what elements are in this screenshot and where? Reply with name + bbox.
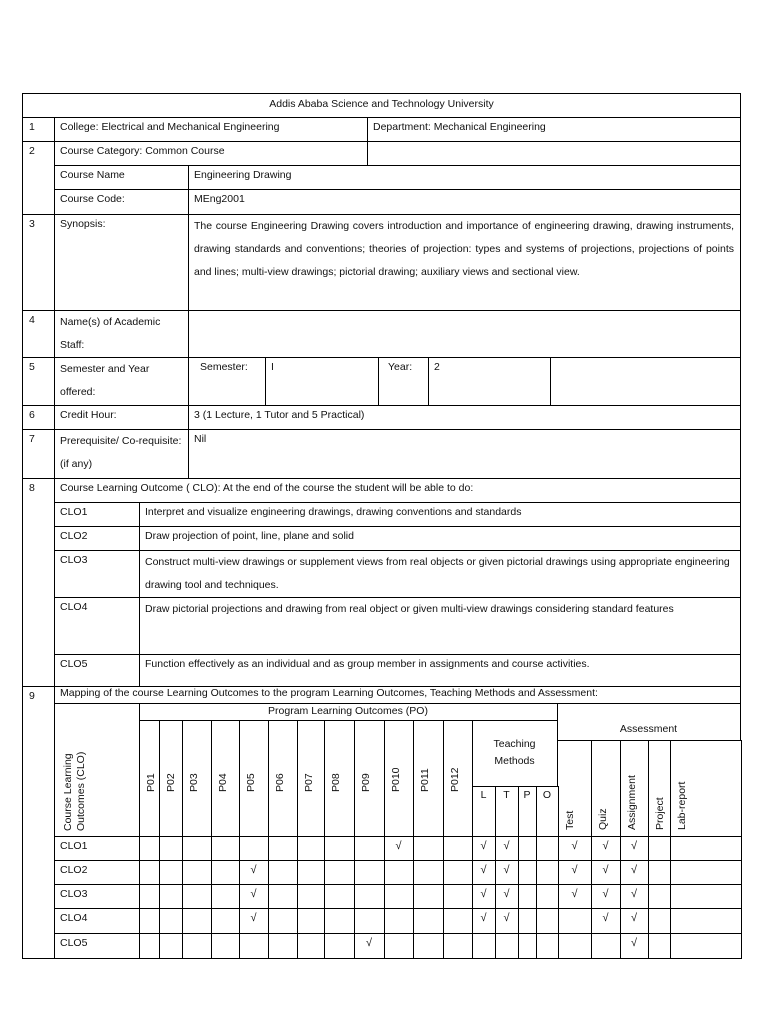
- po-mark-cell: [159, 860, 183, 885]
- po-header-p010: [384, 720, 414, 837]
- po-mark-cell: [413, 933, 444, 959]
- teaching-header-t: T: [495, 786, 519, 837]
- column-label: P05: [245, 773, 257, 792]
- check-mark: √: [384, 836, 414, 861]
- assessment-header-project: [648, 740, 671, 837]
- column-label: P011: [419, 768, 431, 792]
- row-number-1: 1: [22, 117, 55, 142]
- po-mark-cell: [443, 860, 473, 885]
- assessment-header-lab-report: [670, 740, 742, 837]
- check-mark: √: [620, 860, 649, 885]
- po-header-p02: [159, 720, 183, 837]
- check-mark: √: [354, 933, 385, 959]
- clo-text: Function effectively as an individual and as group member in assignments and course activities.: [139, 654, 741, 687]
- po-header-p011: [413, 720, 444, 837]
- assessment-mark-cell: [670, 908, 742, 934]
- po-mark-cell: [443, 836, 473, 861]
- row-number-8: 8: [22, 478, 55, 687]
- po-mark-cell: [354, 908, 385, 934]
- teaching-mark-cell: [518, 908, 537, 934]
- column-label: Quiz: [597, 808, 609, 830]
- check-mark: √: [472, 908, 496, 934]
- column-label: Lab-report: [676, 781, 688, 830]
- check-mark: √: [591, 908, 621, 934]
- po-mark-cell: [354, 884, 385, 909]
- po-mark-cell: [443, 884, 473, 909]
- po-mark-cell: [324, 933, 355, 959]
- mapping-row-clo-id: CLO3: [54, 884, 140, 909]
- column-label: P08: [330, 773, 342, 792]
- po-header-p06: [268, 720, 298, 837]
- column-label: P04: [217, 773, 229, 792]
- clo-id: CLO5: [54, 654, 140, 687]
- clo-text: Draw pictorial projections and drawing from real object or given multi-view drawings considering standard features: [139, 597, 741, 655]
- row-number-6: 6: [22, 405, 55, 430]
- po-mark-cell: [297, 933, 325, 959]
- po-mark-cell: [413, 908, 444, 934]
- po-mark-cell: [384, 860, 414, 885]
- prerequisite-value: Nil: [188, 429, 741, 479]
- clo-id: CLO3: [54, 550, 140, 598]
- po-mark-cell: [384, 884, 414, 909]
- teaching-methods-header: Teaching Methods: [472, 720, 558, 787]
- clo-text: Construct multi-view drawings or supplement views from real objects or given pictorial drawings using appropriate engineering drawing tool and techniques.: [139, 550, 741, 598]
- credit-hour-label: Credit Hour:: [54, 405, 189, 430]
- academic-staff-label: Name(s) of Academic Staff:: [54, 310, 189, 358]
- synopsis-label: Synopsis:: [54, 214, 189, 311]
- column-label: P01: [145, 773, 157, 792]
- po-mark-cell: [211, 933, 240, 959]
- university-name: Addis Ababa Science and Technology University: [269, 98, 494, 110]
- po-mark-cell: [413, 860, 444, 885]
- teaching-mark-cell: [495, 933, 519, 959]
- academic-staff-value: [188, 310, 741, 358]
- check-mark: √: [620, 836, 649, 861]
- po-header-p012: [443, 720, 473, 837]
- assessment-mark-cell: [648, 908, 671, 934]
- college-cell: College: Electrical and Mechanical Engineering: [54, 117, 368, 142]
- check-mark: √: [591, 836, 621, 861]
- po-mark-cell: [139, 884, 160, 909]
- po-mark-cell: [268, 860, 298, 885]
- mapping-row-clo-id: CLO5: [54, 933, 140, 959]
- column-label: P010: [390, 767, 402, 792]
- po-mark-cell: [182, 836, 212, 861]
- po-mark-cell: [384, 908, 414, 934]
- check-mark: √: [472, 836, 496, 861]
- department-cell: Department: Mechanical Engineering: [367, 117, 741, 142]
- row-number-4: 4: [22, 310, 55, 358]
- assessment-mark-cell: [591, 933, 621, 959]
- teaching-mark-cell: [536, 860, 559, 885]
- assessment-mark-cell: [670, 836, 742, 861]
- assessment-mark-cell: [648, 860, 671, 885]
- po-mark-cell: [443, 908, 473, 934]
- po-mark-cell: [139, 933, 160, 959]
- check-mark: √: [239, 908, 269, 934]
- assessment-mark-cell: [670, 933, 742, 959]
- column-label: P012: [449, 767, 461, 792]
- check-mark: √: [495, 908, 519, 934]
- check-mark: √: [239, 884, 269, 909]
- year-label: Year:: [378, 357, 429, 406]
- po-mark-cell: [239, 933, 269, 959]
- assessment-mark-cell: [558, 933, 592, 959]
- assessment-header-assignment: [620, 740, 649, 837]
- po-mark-cell: [443, 933, 473, 959]
- po-mark-cell: [182, 933, 212, 959]
- po-mark-cell: [211, 884, 240, 909]
- po-mark-cell: [159, 933, 183, 959]
- check-mark: √: [591, 884, 621, 909]
- clo-id: CLO1: [54, 502, 140, 527]
- po-mark-cell: [139, 908, 160, 934]
- po-mark-cell: [211, 908, 240, 934]
- semester-label: Semester:: [188, 357, 266, 406]
- check-mark: √: [620, 884, 649, 909]
- po-mark-cell: [324, 860, 355, 885]
- po-header-p01: [139, 720, 160, 837]
- po-mark-cell: [384, 933, 414, 959]
- assessment-mark-cell: [670, 860, 742, 885]
- po-mark-cell: [268, 908, 298, 934]
- row-number-5: 5: [22, 357, 55, 406]
- po-mark-cell: [297, 860, 325, 885]
- teaching-mark-cell: [518, 836, 537, 861]
- po-mark-cell: [268, 836, 298, 861]
- semester-year-label: Semester and Year offered:: [54, 357, 189, 406]
- row-number-2: 2: [22, 141, 55, 215]
- check-mark: √: [620, 908, 649, 934]
- assessment-header: Assessment: [557, 720, 741, 741]
- course-code-value: MEng2001: [188, 189, 741, 215]
- row-number-9: 9: [22, 686, 55, 959]
- po-mark-cell: [139, 860, 160, 885]
- clo-id: CLO4: [54, 597, 140, 655]
- empty-cell: [550, 357, 741, 406]
- mapping-row-clo-id: CLO2: [54, 860, 140, 885]
- po-mark-cell: [211, 836, 240, 861]
- mapping-row-clo-id: CLO1: [54, 836, 140, 861]
- po-header-p07: [297, 720, 325, 837]
- check-mark: √: [558, 884, 592, 909]
- po-header-p04: [211, 720, 240, 837]
- po-header-p09: [354, 720, 385, 837]
- check-mark: √: [495, 860, 519, 885]
- teaching-header-l: L: [472, 786, 496, 837]
- teaching-mark-cell: [518, 860, 537, 885]
- assessment-mark-cell: [670, 884, 742, 909]
- teaching-mark-cell: [518, 884, 537, 909]
- clo-text: Draw projection of point, line, plane and solid: [139, 526, 741, 551]
- po-mark-cell: [159, 836, 183, 861]
- column-label: P02: [165, 773, 177, 792]
- mapping-heading: Mapping of the course Learning Outcomes to the program Learning Outcomes, Teaching Methods and Assessment:: [54, 686, 741, 704]
- assessment-mark-cell: [648, 884, 671, 909]
- po-mark-cell: [413, 836, 444, 861]
- clo-column-header: [54, 703, 140, 837]
- row-number-3: 3: [22, 214, 55, 311]
- po-mark-cell: [268, 933, 298, 959]
- teaching-mark-cell: [472, 933, 496, 959]
- check-mark: √: [239, 860, 269, 885]
- clo-id: CLO2: [54, 526, 140, 551]
- check-mark: √: [558, 836, 592, 861]
- course-code-label: Course Code:: [54, 189, 189, 215]
- po-header-p03: [182, 720, 212, 837]
- course-category-cell: Course Category: Common Course: [54, 141, 368, 166]
- po-mark-cell: [182, 884, 212, 909]
- po-mark-cell: [413, 884, 444, 909]
- column-label: P06: [274, 773, 286, 792]
- po-mark-cell: [297, 884, 325, 909]
- column-label: P07: [303, 773, 315, 792]
- po-header-p08: [324, 720, 355, 837]
- year-value: 2: [428, 357, 551, 406]
- check-mark: √: [472, 884, 496, 909]
- semester-value: I: [265, 357, 379, 406]
- check-mark: √: [591, 860, 621, 885]
- assessment-header-quiz: [591, 740, 621, 837]
- assessment-mark-cell: [558, 908, 592, 934]
- po-mark-cell: [182, 908, 212, 934]
- row-number-7: 7: [22, 429, 55, 479]
- empty-cell: [557, 703, 741, 721]
- teaching-mark-cell: [536, 908, 559, 934]
- po-mark-cell: [182, 860, 212, 885]
- column-label: Test: [564, 810, 576, 830]
- po-mark-cell: [268, 884, 298, 909]
- po-mark-cell: [324, 884, 355, 909]
- teaching-mark-cell: [536, 836, 559, 861]
- po-mark-cell: [239, 836, 269, 861]
- teaching-mark-cell: [518, 933, 537, 959]
- check-mark: √: [620, 933, 649, 959]
- prerequisite-label: Prerequisite/ Co-requisite: (if any): [54, 429, 189, 479]
- mapping-row-clo-id: CLO4: [54, 908, 140, 934]
- po-header-p05: [239, 720, 269, 837]
- check-mark: √: [558, 860, 592, 885]
- clo-column-label: Course Learning Outcomes (CLO): [62, 751, 87, 831]
- synopsis-text: The course Engineering Drawing covers introduction and importance of engineering drawing, drawing instruments, drawing standards and conventions; theories of projection: types and systems of projections, projections of points and lines; multi-view drawings; pictorial drawing; auxiliary views and sectional view.: [188, 214, 741, 311]
- assessment-mark-cell: [648, 933, 671, 959]
- po-mark-cell: [297, 908, 325, 934]
- po-mark-cell: [354, 860, 385, 885]
- po-mark-cell: [324, 908, 355, 934]
- po-mark-cell: [159, 908, 183, 934]
- column-label: P09: [360, 773, 372, 792]
- credit-hour-value: 3 (1 Lecture, 1 Tutor and 5 Practical): [188, 405, 741, 430]
- university-header: [22, 93, 741, 118]
- po-mark-cell: [324, 836, 355, 861]
- assessment-mark-cell: [648, 836, 671, 861]
- po-mark-cell: [211, 860, 240, 885]
- po-mark-cell: [297, 836, 325, 861]
- teaching-mark-cell: [536, 884, 559, 909]
- clo-text: Interpret and visualize engineering drawings, drawing conventions and standards: [139, 502, 741, 527]
- po-mark-cell: [139, 836, 160, 861]
- column-label: Project: [654, 797, 666, 830]
- teaching-header-p: P: [518, 786, 537, 837]
- check-mark: √: [495, 836, 519, 861]
- empty-cell: [367, 141, 741, 166]
- check-mark: √: [472, 860, 496, 885]
- course-name-label: Course Name: [54, 165, 189, 190]
- teaching-mark-cell: [536, 933, 559, 959]
- teaching-header-o: O: [536, 786, 559, 837]
- clo-heading: Course Learning Outcome ( CLO): At the end of the course the student will be able to do:: [54, 478, 741, 503]
- course-name-value: Engineering Drawing: [188, 165, 741, 190]
- column-label: Assignment: [626, 775, 638, 830]
- check-mark: √: [495, 884, 519, 909]
- po-mark-cell: [354, 836, 385, 861]
- po-group-header: Program Learning Outcomes (PO): [139, 703, 558, 721]
- assessment-header-test: [558, 740, 592, 837]
- column-label: P03: [188, 773, 200, 792]
- po-mark-cell: [159, 884, 183, 909]
